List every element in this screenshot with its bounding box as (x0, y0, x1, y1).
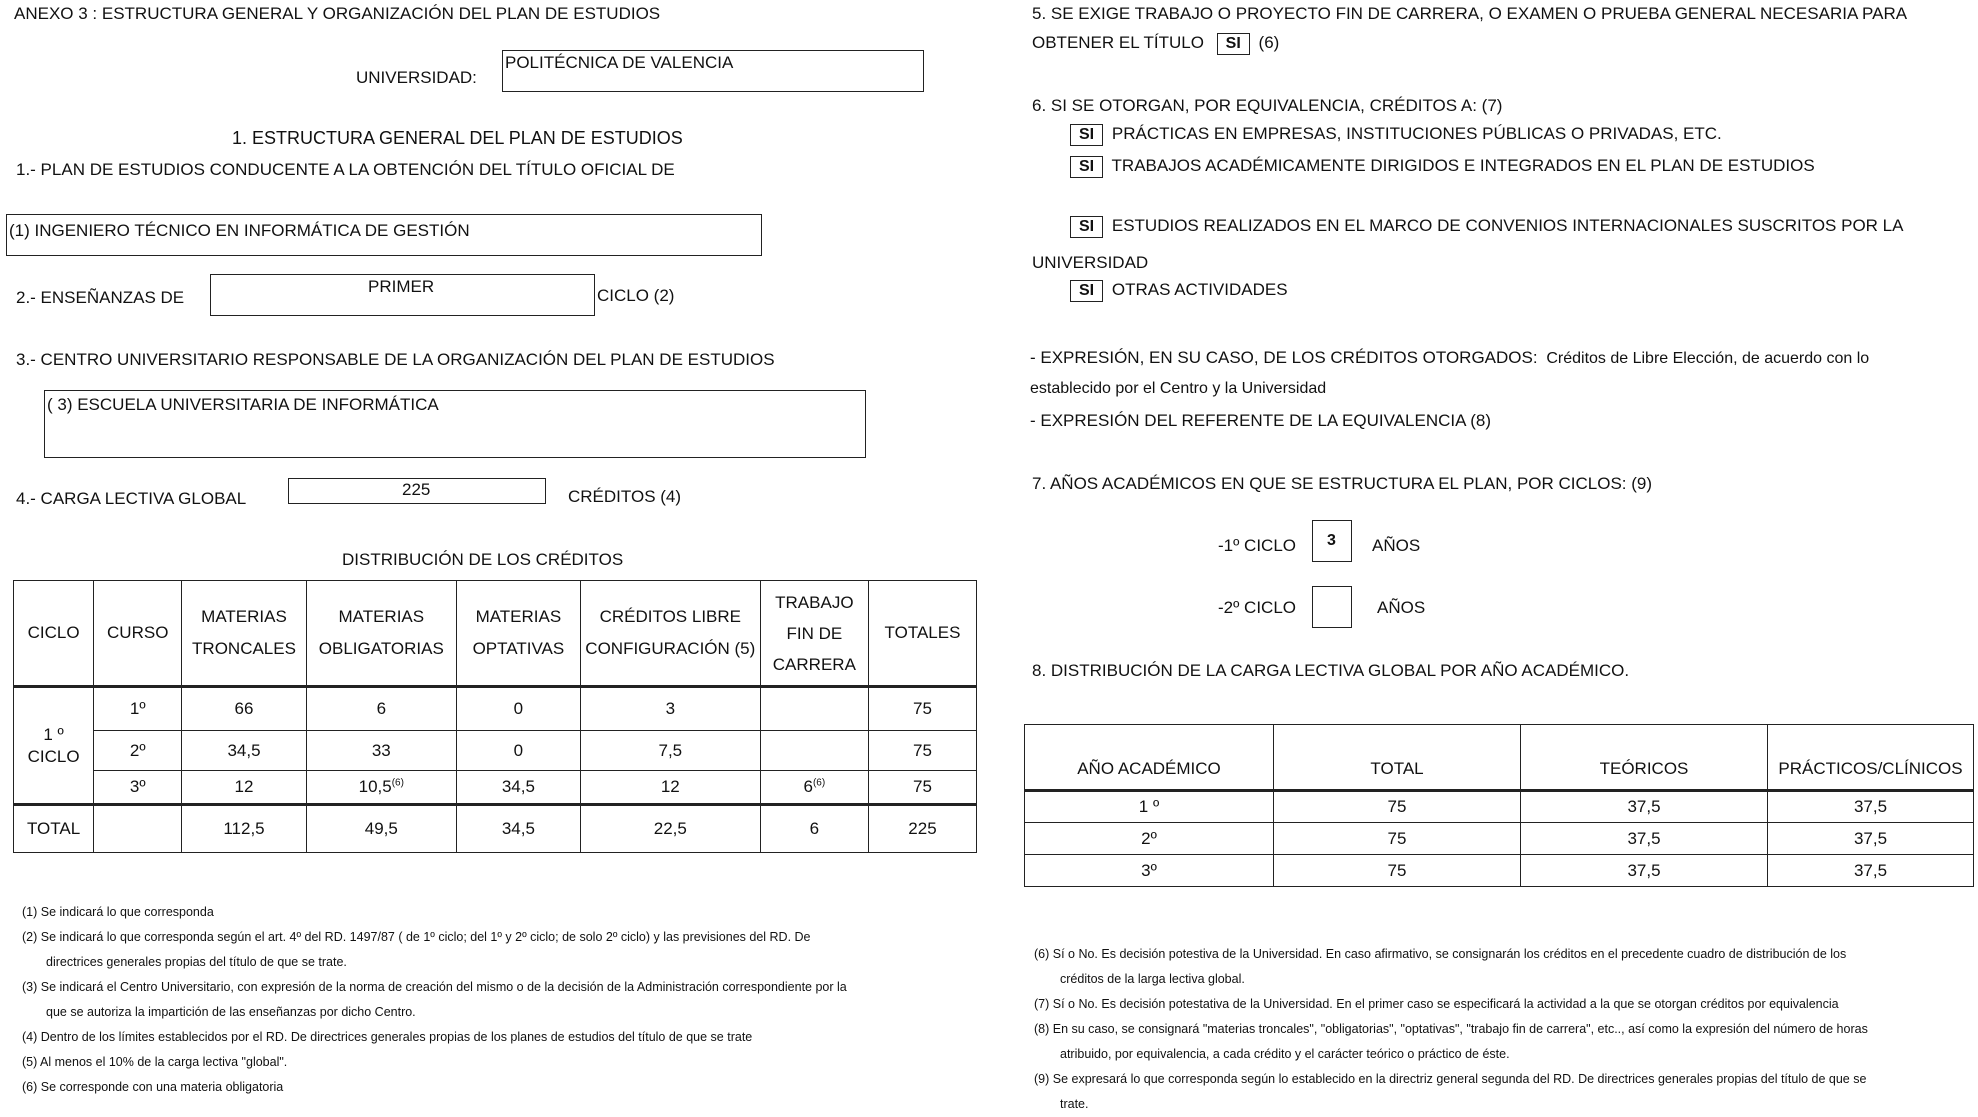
table-row (14, 771, 977, 805)
footnote-ref: (6) (812, 777, 826, 789)
table-cell (760, 687, 868, 731)
table-cell: 225 (868, 805, 976, 853)
table-cell: 22,5 (580, 805, 760, 853)
footnotes-left (22, 900, 847, 1100)
table-cell: 75 (868, 687, 976, 731)
anos-label: AÑOS (1377, 598, 1426, 617)
table-cell: 112,5 (182, 805, 306, 853)
footnote: (6) Se corresponde con una materia obligatoria (22, 1080, 284, 1094)
expresion-value: Créditos de Libre Elección, de acuerdo con lo (1546, 350, 1870, 367)
table-row (14, 731, 977, 771)
total-label: TOTAL (14, 805, 94, 853)
header-totales: TOTALES (868, 581, 976, 687)
table-cell: 33 (306, 731, 456, 771)
item4-label: 4.- CARGA LECTIVA GLOBAL (16, 489, 247, 508)
header-trabajo-fin-carrera: TRABAJO FIN DE CARRERA (760, 581, 868, 687)
item3-label: 3.- CENTRO UNIVERSITARIO RESPONSABLE DE LA ORGANIZACIÓN DEL PLAN DE ESTUDIOS (16, 350, 775, 369)
item7-title: 7. AÑOS ACADÉMICOS EN QUE SE ESTRUCTURA EL PLAN, POR CICLOS: (9) (1032, 474, 1653, 493)
header-teoricos: TEÓRICOS (1521, 725, 1768, 791)
expresion-value-cont: establecido por el Centro y la Universidad (1030, 380, 1327, 397)
table-cell: 2º (94, 731, 182, 771)
table-cell: 66 (182, 687, 306, 731)
table-cell: 49,5 (306, 805, 456, 853)
table-cell: 37,5 (1768, 855, 1974, 887)
centro-field (44, 390, 866, 458)
si-box: SI (1070, 216, 1103, 238)
equivalence-label: PRÁCTICAS EN EMPRESAS, INSTITUCIONES PÚBLICAS O PRIVADAS, ETC. (1111, 124, 1722, 143)
expresion-referente: - EXPRESIÓN DEL REFERENTE DE LA EQUIVALENCIA (8) (1030, 411, 1492, 430)
universidad-field (502, 50, 924, 92)
table-cell: 0 (456, 687, 580, 731)
ciclo-cell: 1 º CICLO (14, 687, 94, 805)
equivalence-item (1070, 124, 1722, 146)
table-row (14, 687, 977, 731)
table-cell: 75 (868, 731, 976, 771)
footnote: atribuido, por equivalencia, a cada crédito y el carácter teórico o práctico de éste. (1060, 1047, 1510, 1061)
expresion-label: - EXPRESIÓN, EN SU CASO, DE LOS CRÉDITOS OTORGADOS: (1030, 348, 1538, 367)
table-cell: 1 º (1025, 791, 1274, 823)
ciclo1-years-box (1312, 520, 1352, 562)
header-ano-academico: AÑO ACADÉMICO (1025, 725, 1274, 791)
equivalence-label: TRABAJOS ACADÉMICAMENTE DIRIGIDOS E INTEGRADOS EN EL PLAN DE ESTUDIOS (1111, 156, 1815, 175)
header-libre-configuracion: CRÉDITOS LIBRE CONFIGURACIÓN (5) (580, 581, 760, 687)
table-cell: 2º (1025, 823, 1274, 855)
universidad-label: UNIVERSIDAD: (356, 68, 477, 87)
header-curso: CURSO (94, 581, 182, 687)
footnote: que se autoriza la impartición de las enseñanzas por dicho Centro. (46, 1005, 416, 1019)
table-header-row (14, 581, 977, 687)
table-cell: 37,5 (1768, 791, 1974, 823)
table-cell (760, 771, 868, 805)
item1-label: 1.- PLAN DE ESTUDIOS CONDUCENTE A LA OBTENCIÓN DEL TÍTULO OFICIAL DE (16, 160, 675, 179)
total-row (14, 805, 977, 853)
item5-label: OBTENER EL TÍTULO (1032, 33, 1204, 52)
table-cell: 75 (1274, 855, 1521, 887)
table-cell: 37,5 (1521, 791, 1768, 823)
footnote: créditos de la larga lectiva global. (1060, 972, 1245, 986)
equivalence-label-cont: UNIVERSIDAD (1032, 253, 1149, 272)
titulo-field (6, 214, 762, 256)
footnote: (1) Se indicará lo que corresponda (22, 905, 214, 919)
table-cell: 0 (456, 731, 580, 771)
si-box: SI (1217, 33, 1250, 55)
footnote: (9) Se expresará lo que corresponda según lo establecido en la directriz general segunda del RD. De directrices generales propias del título de que se (1034, 1072, 1867, 1086)
footnote: (8) En su caso, se consignará "materias troncales", "obligatorias", "optativas", "trabajo fin de carrera", etc.., así como la expresión del número de horas (1034, 1022, 1868, 1036)
anos-label: AÑOS (1372, 536, 1421, 555)
table-row (1025, 823, 1974, 855)
item5-line1: 5. SE EXIGE TRABAJO O PROYECTO FIN DE CARRERA, O EXAMEN O PRUEBA GENERAL NECESARIA PARA (1032, 4, 1908, 23)
equivalence-item (1070, 216, 1903, 238)
expresion-creditos (1030, 348, 1869, 368)
equivalence-item (1070, 280, 1288, 302)
annex-title: ANEXO 3 : ESTRUCTURA GENERAL Y ORGANIZACIÓN DEL PLAN DE ESTUDIOS (14, 4, 661, 23)
table-cell: 1º (94, 687, 182, 731)
footnote: (2) Se indicará lo que corresponda según el art. 4º del RD. 1497/87 ( de 1º ciclo; del 1º y 2º ciclo; de solo 2º ciclo) y las previsiones del RD. De (22, 930, 811, 944)
section1-title: 1. ESTRUCTURA GENERAL DEL PLAN DE ESTUDIOS (232, 128, 683, 148)
ciclo1-label: -1º CICLO (1218, 536, 1297, 555)
item2-label: 2.- ENSEÑANZAS DE (16, 288, 185, 307)
item6-title: 6. SI SE OTORGAN, POR EQUIVALENCIA, CRÉDITOS A: (7) (1032, 96, 1503, 115)
footnotes-right (1034, 942, 1868, 1117)
header-optativas: MATERIAS OPTATIVAS (456, 581, 580, 687)
carga-value: 225 (402, 480, 431, 499)
table-cell: 7,5 (580, 731, 760, 771)
table-cell: 37,5 (1768, 823, 1974, 855)
carga-por-ano-table (1024, 724, 1974, 887)
footnote: (5) Al menos el 10% de la carga lectiva "global". (22, 1055, 288, 1069)
item5-note: (6) (1258, 33, 1280, 52)
footnote: directrices generales propias del título de que se trate. (46, 955, 347, 969)
table-cell: 34,5 (182, 731, 306, 771)
footnote: trate. (1060, 1097, 1089, 1111)
header-obligatorias: MATERIAS OBLIGATORIAS (306, 581, 456, 687)
distribution-table (13, 580, 977, 853)
centro-value: ( 3) ESCUELA UNIVERSITARIA DE INFORMÁTICA (47, 395, 439, 414)
table-cell: 34,5 (456, 771, 580, 805)
footnote-ref: (6) (391, 777, 404, 789)
table-cell: 6 (760, 805, 868, 853)
footnote: (3) Se indicará el Centro Universitario, con expresión de la norma de creación del mismo o de la decisión de la Administración correspondiente por la (22, 980, 847, 994)
cell-value: 10,5 (358, 777, 392, 796)
table-header-row (1025, 725, 1974, 791)
header-total: TOTAL (1274, 725, 1521, 791)
table-cell: 3º (1025, 855, 1274, 887)
item5-line2 (1032, 33, 1279, 55)
table-cell: 3 (580, 687, 760, 731)
equivalence-item (1070, 156, 1815, 178)
table-cell: 6 (306, 687, 456, 731)
carga-field (288, 478, 546, 504)
table-cell: 75 (1274, 823, 1521, 855)
table-cell: 37,5 (1521, 823, 1768, 855)
universidad-value: POLITÉCNICA DE VALENCIA (505, 53, 734, 72)
si-box: SI (1070, 156, 1103, 178)
table-cell: 3º (94, 771, 182, 805)
cell-value: 6 (803, 777, 813, 796)
dist-title: DISTRIBUCIÓN DE LOS CRÉDITOS (342, 550, 624, 569)
ciclo2-label: -2º CICLO (1218, 598, 1297, 617)
footnote: (7) Sí o No. Es decisión potestativa de la Universidad. En el primer caso se especificará la actividad a la que se otorgan créditos por equivalencia (1034, 997, 1839, 1011)
ciclo-value: PRIMER (368, 277, 435, 296)
ciclo-field (210, 274, 595, 316)
table-cell: 34,5 (456, 805, 580, 853)
header-ciclo: CICLO (14, 581, 94, 687)
header-practicos: PRÁCTICOS/CLÍNICOS (1768, 725, 1974, 791)
table-cell (760, 731, 868, 771)
si-box: SI (1070, 124, 1103, 146)
ciclo1-years-value: 3 (1327, 532, 1336, 549)
item4-suffix: CRÉDITOS (4) (568, 487, 682, 506)
equivalence-label: ESTUDIOS REALIZADOS EN EL MARCO DE CONVENIOS INTERNACIONALES SUSCRITOS POR LA (1111, 216, 1904, 235)
table-cell: 75 (1274, 791, 1521, 823)
table-cell (306, 771, 456, 805)
footnote: (4) Dentro de los límites establecidos por el RD. De directrices generales propias de los planes de estudios del título de que se trate (22, 1030, 753, 1044)
table-cell: 12 (182, 771, 306, 805)
table-row (1025, 855, 1974, 887)
footnote: (6) Sí o No. Es decisión potestiva de la Universidad. En caso afirmativo, se consignarán los créditos en el precedente cuadro de distribución de los (1034, 947, 1847, 961)
item8-title: 8. DISTRIBUCIÓN DE LA CARGA LECTIVA GLOBAL POR AÑO ACADÉMICO. (1032, 661, 1630, 680)
header-troncales: MATERIAS TRONCALES (182, 581, 306, 687)
table-cell: 75 (868, 771, 976, 805)
ciclo2-years-box (1312, 586, 1352, 628)
titulo-value: (1) INGENIERO TÉCNICO EN INFORMÁTICA DE GESTIÓN (9, 221, 470, 240)
table-cell: 37,5 (1521, 855, 1768, 887)
si-box: SI (1070, 280, 1103, 302)
table-cell (94, 805, 182, 853)
equivalence-label: OTRAS ACTIVIDADES (1111, 280, 1288, 299)
table-row (1025, 791, 1974, 823)
table-cell: 12 (580, 771, 760, 805)
item2-suffix: CICLO (2) (597, 286, 675, 305)
